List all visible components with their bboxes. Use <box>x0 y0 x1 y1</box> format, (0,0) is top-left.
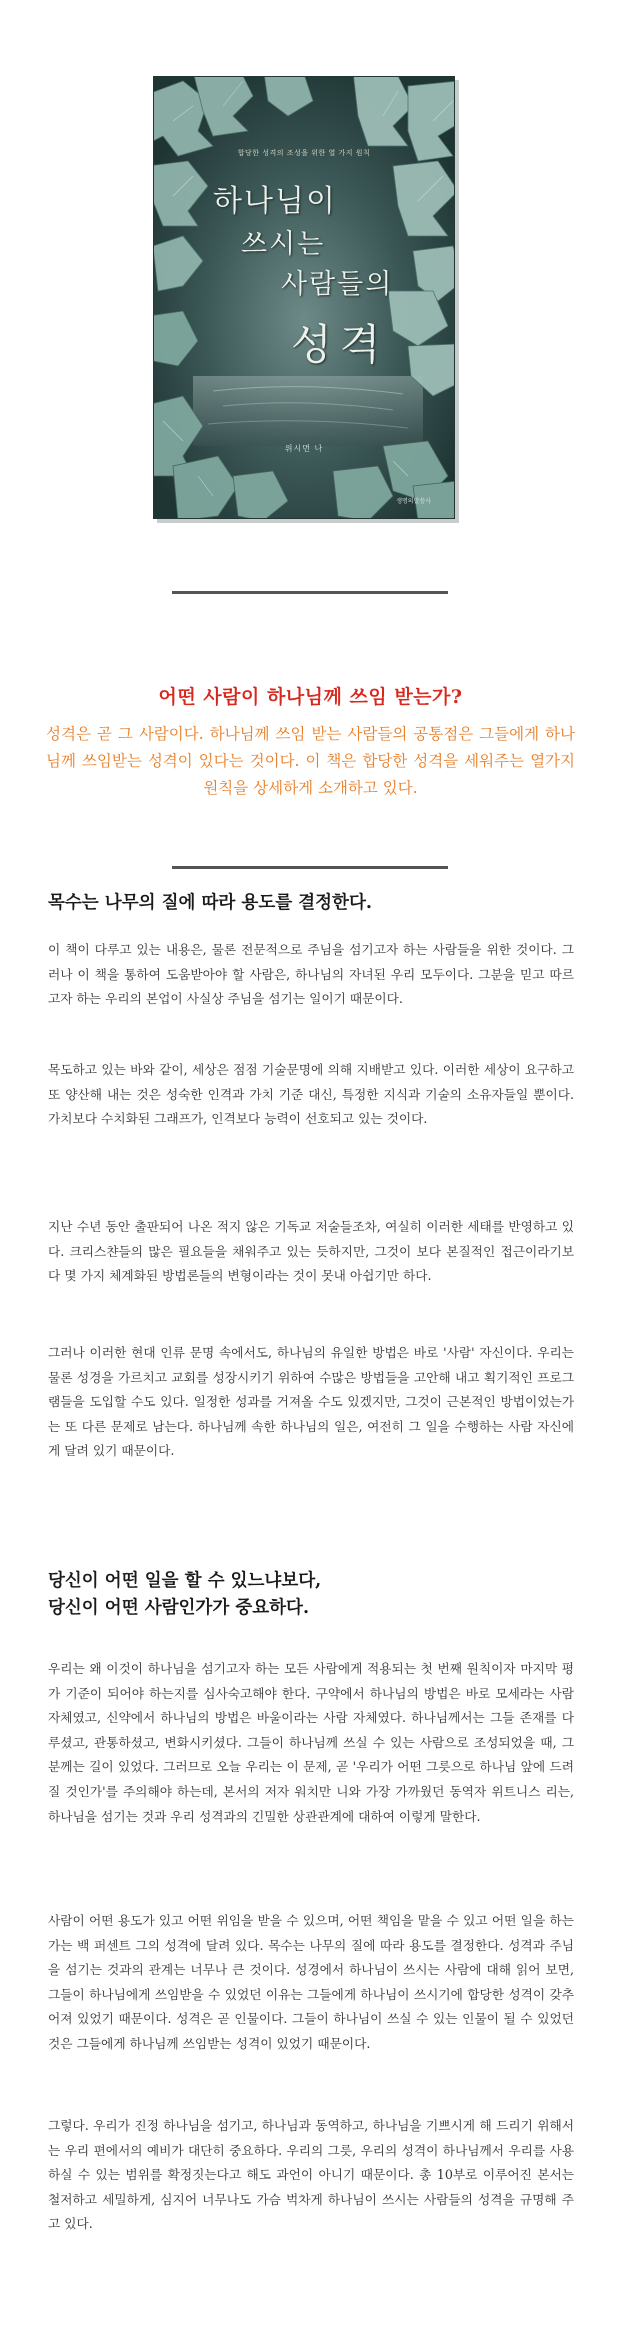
paragraph: 사람이 어떤 용도가 있고 어떤 위임을 받을 수 있으며, 어떤 책임을 맡을 수 있고 어떤 일을 하는가는 백 퍼센트 그의 성격에 달려 있다. 목수는 나무의 질에 따라 용도를 결정한다. 성격과 주님을 섬기는 것과의 관계는 너무나 큰 것이다. 성경에서 하나님이 쓰시는 사람에 대해 읽어 보면, 그들이 하나님에게 쓰임받을 수 있었던 이유는 그들에게 하나님이 쓰시기에 합당한 성격이 갖추어져 있었기 때문이다. 성격은 곧 인물이다. 그들이 하나님이 쓰실 수 있는 인물이 될 수 있었던 것은 그들에게 하나님께 쓰임받는 성격이 있었기 때문이다. <box>48 1913 574 2051</box>
cover-art <box>153 76 455 519</box>
cover-title-line: 하나님이 <box>213 184 337 219</box>
paragraph: 이 책이 다루고 있는 내용은, 물론 전문적으로 주님을 섬기고자 하는 사람들을 위한 것이다. 그러나 이 책을 통하여 도움받아야 할 사람은, 하나님의 자녀된 우리 모두이다. 그분을 믿고 따르고자 하는 우리의 본업이 사실상 주님을 섬기는 일이기 때문이다. <box>48 942 574 1007</box>
divider <box>172 591 448 594</box>
cover-title-line: 사람들의 <box>281 269 394 300</box>
book-cover <box>153 76 459 523</box>
section-title <box>48 1568 321 1622</box>
paragraph: 지난 수년 동안 출판되어 나온 적지 않은 기독교 저술들조차, 여실히 이러한 세태를 반영하고 있다. 크리스챤들의 많은 필요들을 채워주고 있는 듯하지만, 그것이 보다 본질적인 접근이라기보다 몇 가지 체계화된 방법론들의 변형이라는 것이 못내 아쉽기만 하다. <box>48 1219 574 1284</box>
cover-subtitle: 합당한 성격의 조성을 위한 열 가지 원칙 <box>237 149 371 157</box>
paragraph: 그러나 이러한 현대 인류 문명 속에서도, 하나님의 유일한 방법은 바로 '사람' 자신이다. 우리는 물론 성경을 가르치고 교회를 성장시키기 위하여 수많은 방법들을 고안해 내고 획기적인 프로그램들을 도입할 수도 있다. 일정한 성과를 거져올 수도 있겠지만, 그것이 근본적인 방법이었는가는 또 다른 문제로 남는다. 하나님께 속한 하나님의 일은, 여전히 그 일을 수행하는 사람 자신에게 달려 있기 때문이다. <box>48 1345 574 1459</box>
cover-publisher: 생명의말씀사 <box>396 498 431 505</box>
cover-author: 위시먼 나 <box>284 444 324 453</box>
cover-title-line: 성격 <box>291 320 389 369</box>
paragraph: 그렇다. 우리가 진정 하나님을 섬기고, 하나님과 동역하고, 하나님을 기쁘시게 해 드리기 위해서는 우리 편에서의 예비가 대단히 중요하다. 우리의 그릇, 우리의 성격이 하나님께서 우리를 사용하실 수 있는 범위를 확정짓는다고 해도 과언이 아니기 때문이다. 총 10부로 이루어진 본서는 철저하고 세밀하게, 심지어 너무나도 가슴 벅차게 하나님이 쓰시는 사람들의 성격을 규명해 주고 있다. <box>48 2118 574 2232</box>
headline: 어떤 사람이 하나님께 쓰임 받는가? <box>158 686 463 708</box>
section-title: 목수는 나무의 질에 따라 용도를 결정한다. <box>48 893 372 913</box>
section-title-line: 당신이 어떤 사람인가가 중요하다. <box>48 1598 310 1618</box>
divider <box>172 866 448 869</box>
summary: 성격은 곧 그 사람이다. 하나님께 쓰임 받는 사람들의 공통점은 그들에게 하나님께 쓰임받는 성격이 있다는 것이다. 이 책은 합당한 성격을 세워주는 열가지 원칙을 상세하게 소개하고 있다. <box>46 725 575 797</box>
section-title-line: 당신이 어떤 일을 할 수 있느냐보다, <box>48 1571 322 1591</box>
paragraph: 우리는 왜 이것이 하나님을 섬기고자 하는 모든 사람에게 적용되는 첫 번째 원칙이자 마지막 평가 기준이 되어야 하는지를 심사숙고해야 한다. 구약에서 하나님의 방법은 바로 모세라는 사람 자체였고, 신약에서 하나님의 방법은 바울이라는 사람 자체였다. 하나님께서는 그들 존재를 다루셨고, 관통하셨고, 변화시키셨다. 그들이 하나님께 쓰실 수 있는 사람으로 조성되었을 때, 그분께는 길이 있었다. 그러므로 오늘 우리는 이 문제, 곧 '우리가 어떤 그릇으로 하나님 앞에 드려질 것인가'를 주의해야 하는데, 본서의 저자 워치만 니와 가장 가까웠던 동역자 위트니스 리는, 하나님을 섬기는 것과 우리 성격과의 긴밀한 상관관계에 대하여 이렇게 말한다. <box>48 1661 574 1824</box>
cover-title-line: 쓰시는 <box>241 229 326 260</box>
paragraph: 목도하고 있는 바와 같이, 세상은 점점 기술문명에 의해 지배받고 있다. 이러한 세상이 요구하고 또 양산해 내는 것은 성숙한 인격과 가치 기준 대신, 특정한 지식과 기술의 소유자들일 뿐이다. 가치보다 수치화된 그래프가, 인격보다 능력이 선호되고 있는 것이다. <box>48 1062 574 1127</box>
cover-title <box>193 176 423 376</box>
